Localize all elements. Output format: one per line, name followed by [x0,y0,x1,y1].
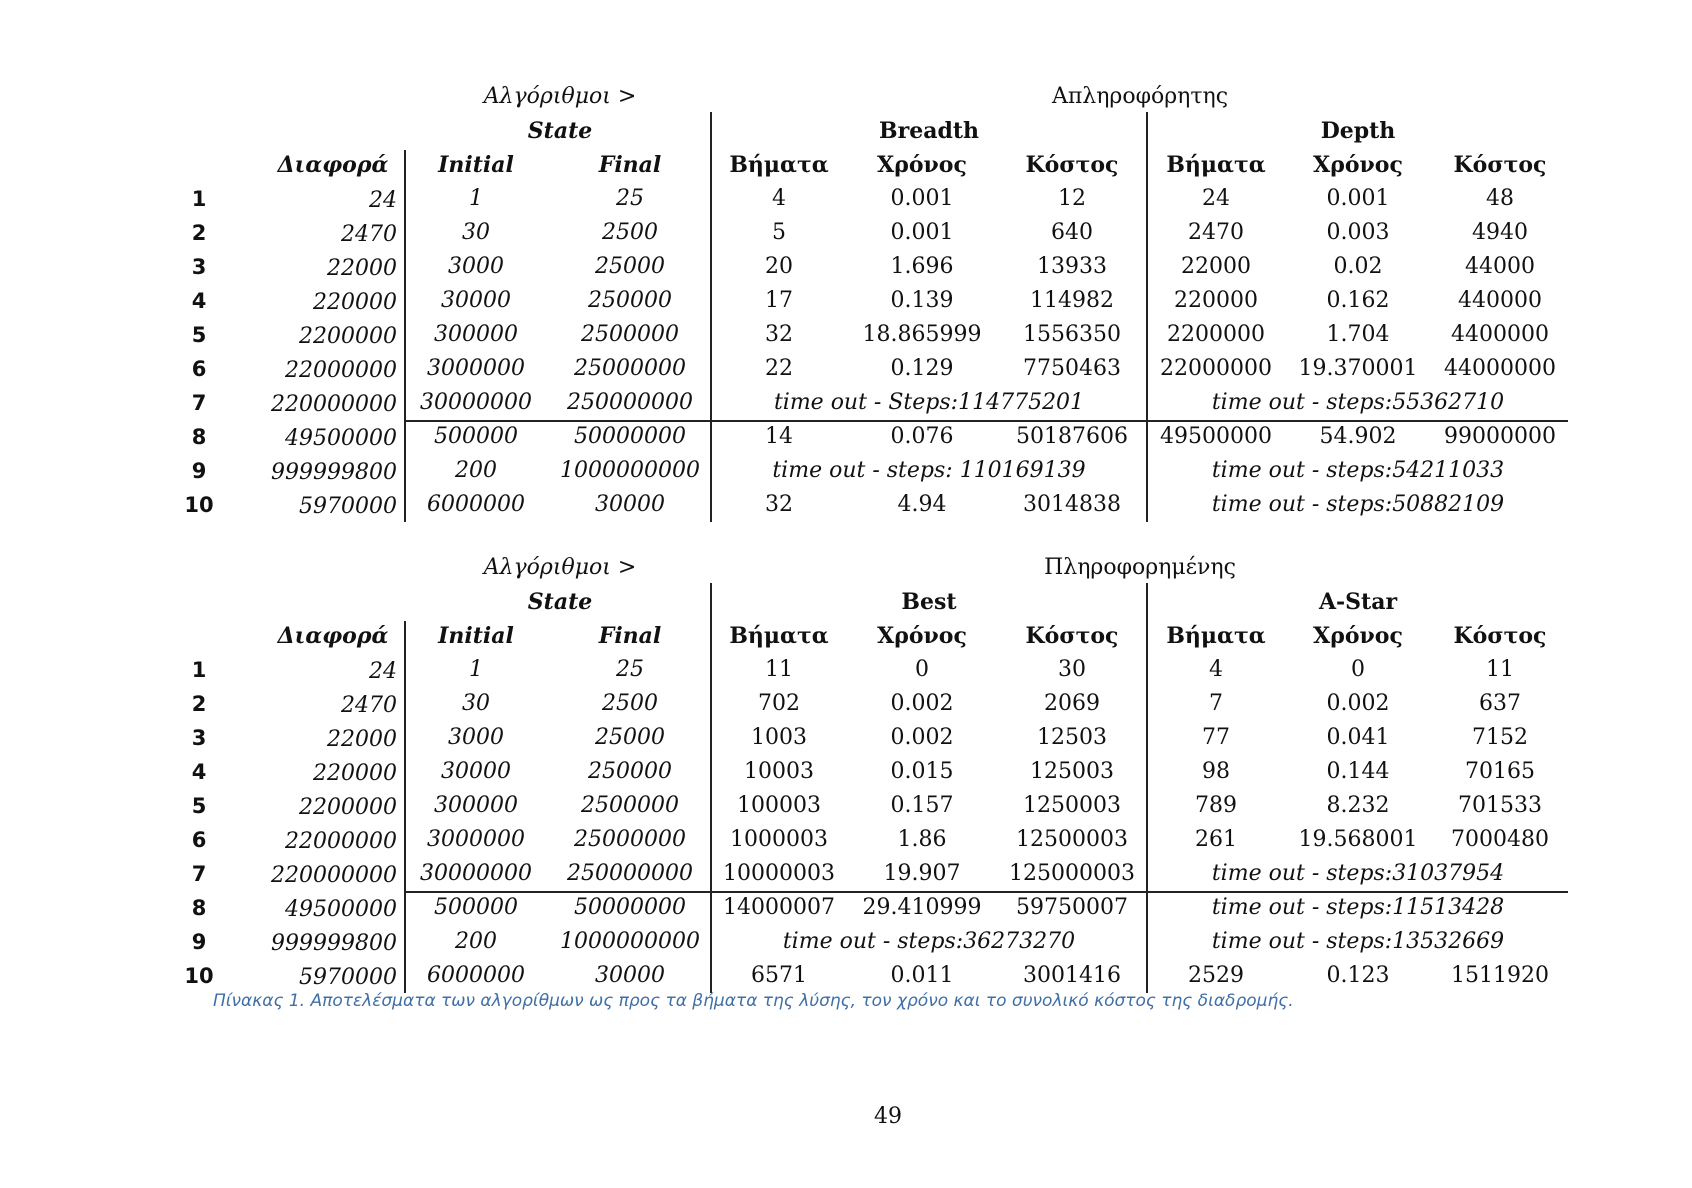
diff-cell: 2470 [341,222,397,247]
divider-right [1146,112,1148,522]
algorithm-1-header: Breadth [879,118,979,144]
row-7-divider [404,420,1568,422]
algo1-cell: 4.94 [897,492,947,517]
initial-header: Initial [438,623,514,649]
diff-cell: 22000000 [285,358,397,383]
algo1-cell: 3001416 [1023,963,1121,988]
algo2-cell: 0.162 [1326,288,1390,313]
algo2-cell: 0.123 [1326,963,1390,988]
algo2-cell: 1511920 [1451,963,1549,988]
algo2-cell: 70165 [1465,759,1535,784]
algo1-cell: 1.696 [890,254,954,279]
diff-cell: 220000000 [271,392,397,417]
state-header: State [527,118,593,144]
algo2-cell: 4400000 [1451,322,1549,347]
sub-header: Κόστος [1453,623,1547,649]
final-cell: 25 [616,186,644,211]
algo1-cell: 14000007 [723,895,835,920]
row-number: 1 [191,658,207,682]
algo1-cell: 6571 [751,963,807,988]
sub-header: Κόστος [1453,152,1547,178]
algo1-cell: 1.86 [897,827,947,852]
row-number: 9 [191,459,207,483]
row-number: 3 [191,726,207,750]
algo2-cell: 44000000 [1444,356,1556,381]
algo2-cell: 99000000 [1444,424,1556,449]
algo1-cell: 59750007 [1016,895,1128,920]
algo1-cell: 125003 [1030,759,1114,784]
sub-header: Χρόνος [1313,152,1403,178]
algo1-cell: 0.002 [890,725,954,750]
initial-cell: 500000 [434,424,518,449]
algo2-cell: 44000 [1465,254,1535,279]
final-cell: 25000 [595,725,665,750]
algo2-cell: 2470 [1188,220,1244,245]
algo1-cell: 5 [772,220,786,245]
algo1-cell: 12503 [1037,725,1107,750]
diff-cell: 220000 [313,290,397,315]
divider-mid [710,112,712,522]
initial-cell: 6000000 [427,492,525,517]
algo2-timeout-cell: time out - steps:13532669 [1211,929,1505,954]
final-cell: 2500 [602,220,658,245]
initial-cell: 30000000 [420,861,532,886]
algo1-cell: 17 [765,288,793,313]
row-number: 4 [191,289,207,313]
diff-header: Διαφορά [277,623,389,649]
algo1-cell: 0.139 [890,288,954,313]
algo1-cell: 19.907 [883,861,961,886]
algo1-cell: 30 [1058,657,1086,682]
algo2-cell: 261 [1195,827,1237,852]
algo1-timeout-cell: time out - Steps:114775201 [773,390,1085,415]
algo1-cell: 0.157 [890,793,954,818]
algo2-cell: 701533 [1458,793,1542,818]
initial-cell: 30 [462,220,490,245]
final-header: Final [598,152,662,178]
table-caption: Πίνακας 1. Αποτελέσματα των αλγορίθμων ως προς τα βήματα της λύσης, τον χρόνο και το συνολικό κόστος της διαδρομής. [213,991,1294,1011]
row-number: 1 [191,187,207,211]
row-number: 5 [191,794,207,818]
initial-cell: 1 [469,657,483,682]
algorithm-2-header: Depth [1320,118,1396,144]
final-cell: 250000000 [567,861,693,886]
algo1-timeout-cell: time out - steps: 110169139 [772,458,1086,483]
final-cell: 25000 [595,254,665,279]
final-cell: 2500000 [581,793,679,818]
algorithm-2-header: A-Star [1318,589,1398,615]
diff-cell: 220000 [313,761,397,786]
row-number: 6 [191,828,207,852]
diff-cell: 2200000 [299,324,397,349]
row-number: 9 [191,930,207,954]
initial-cell: 30000000 [420,390,532,415]
algo2-timeout-cell: time out - steps:31037954 [1211,861,1505,886]
algo1-cell: 0.002 [890,691,954,716]
algo2-cell: 24 [1202,186,1230,211]
diff-cell: 22000 [327,727,397,752]
algo1-cell: 10000003 [723,861,835,886]
category-title: Πληροφορημένης [1044,555,1236,580]
initial-cell: 3000 [448,254,504,279]
algo2-cell: 2529 [1188,963,1244,988]
row-number: 2 [191,221,207,245]
row-number: 2 [191,692,207,716]
algo2-cell: 4940 [1472,220,1528,245]
initial-cell: 6000000 [427,963,525,988]
algo1-cell: 0.001 [890,186,954,211]
algo1-cell: 114982 [1030,288,1114,313]
algo2-cell: 789 [1195,793,1237,818]
algo1-cell: 0.001 [890,220,954,245]
diff-cell: 5970000 [299,494,397,519]
algo2-cell: 0.144 [1326,759,1390,784]
algo2-cell: 22000000 [1160,356,1272,381]
algorithms-label: Αλγόριθμοι > [483,555,637,580]
algo2-timeout-cell: time out - steps:11513428 [1211,895,1505,920]
algorithm-1-header: Best [901,589,957,615]
algo1-cell: 12500003 [1016,827,1128,852]
initial-cell: 300000 [434,793,518,818]
algo2-cell: 49500000 [1160,424,1272,449]
final-cell: 250000000 [567,390,693,415]
final-cell: 250000 [588,288,672,313]
algo2-cell: 7000480 [1451,827,1549,852]
row-number: 10 [184,964,214,988]
algo2-cell: 637 [1479,691,1521,716]
sub-header: Βήματα [1166,623,1266,649]
row-number: 3 [191,255,207,279]
algo2-cell: 2200000 [1167,322,1265,347]
algo1-cell: 7750463 [1023,356,1121,381]
algo1-cell: 11 [765,657,793,682]
algo1-cell: 50187606 [1016,424,1128,449]
row-number: 5 [191,323,207,347]
final-cell: 25000000 [574,356,686,381]
algo1-cell: 4 [772,186,786,211]
page-number: 49 [874,1104,902,1129]
divider-left [404,150,406,522]
algo2-cell: 0.002 [1326,691,1390,716]
final-cell: 1000000000 [560,929,700,954]
sub-header: Χρόνος [877,152,967,178]
algo2-cell: 0.003 [1326,220,1390,245]
algo1-cell: 18.865999 [862,322,982,347]
initial-cell: 3000000 [427,356,525,381]
final-cell: 30000 [595,492,665,517]
algo1-cell: 22 [765,356,793,381]
algo1-cell: 20 [765,254,793,279]
final-cell: 2500000 [581,322,679,347]
algo1-cell: 702 [758,691,800,716]
algo1-cell: 32 [765,492,793,517]
algo2-cell: 11 [1486,657,1514,682]
diff-cell: 5970000 [299,965,397,990]
algo1-cell: 125000003 [1009,861,1135,886]
algo2-cell: 0 [1351,657,1365,682]
algo1-cell: 12 [1058,186,1086,211]
algo1-cell: 0.015 [890,759,954,784]
initial-cell: 30 [462,691,490,716]
algo1-cell: 32 [765,322,793,347]
final-cell: 30000 [595,963,665,988]
diff-cell: 24 [369,659,397,684]
initial-cell: 500000 [434,895,518,920]
diff-cell: 2470 [341,693,397,718]
diff-cell: 24 [369,188,397,213]
sub-header: Βήματα [1166,152,1266,178]
algo1-cell: 0.129 [890,356,954,381]
algo2-cell: 220000 [1174,288,1258,313]
algo1-cell: 0.011 [890,963,954,988]
algo1-cell: 100003 [737,793,821,818]
final-cell: 2500 [602,691,658,716]
algo1-cell: 14 [765,424,793,449]
algo1-cell: 29.410999 [862,895,982,920]
algo2-cell: 1.704 [1326,322,1390,347]
row-number: 7 [191,862,207,886]
state-header: State [527,589,593,615]
diff-cell: 999999800 [271,931,397,956]
divider-mid [710,583,712,993]
algo2-cell: 22000 [1181,254,1251,279]
algo2-cell: 77 [1202,725,1230,750]
algo1-cell: 3014838 [1023,492,1121,517]
algo2-cell: 7 [1209,691,1223,716]
row-number: 4 [191,760,207,784]
algo2-cell: 8.232 [1326,793,1390,818]
final-header: Final [598,623,662,649]
algo2-cell: 0.041 [1326,725,1390,750]
algo2-cell: 7152 [1472,725,1528,750]
sub-header: Βήματα [729,623,829,649]
divider-right [1146,583,1148,993]
algo2-timeout-cell: time out - steps:50882109 [1211,492,1505,517]
algo1-cell: 1250003 [1023,793,1121,818]
sub-header: Χρόνος [877,623,967,649]
algo1-cell: 1556350 [1023,322,1121,347]
diff-cell: 2200000 [299,795,397,820]
diff-cell: 22000000 [285,829,397,854]
algo2-cell: 19.370001 [1298,356,1418,381]
final-cell: 50000000 [574,424,686,449]
final-cell: 25000000 [574,827,686,852]
initial-cell: 30000 [441,288,511,313]
diff-header: Διαφορά [277,152,389,178]
final-cell: 25 [616,657,644,682]
category-title: Απληροφόρητης [1051,84,1229,109]
divider-left [404,621,406,993]
algo2-cell: 98 [1202,759,1230,784]
final-cell: 250000 [588,759,672,784]
initial-cell: 3000 [448,725,504,750]
final-cell: 1000000000 [560,458,700,483]
algo1-cell: 0 [915,657,929,682]
row-number: 7 [191,391,207,415]
algo1-cell: 2069 [1044,691,1100,716]
algo1-cell: 1000003 [730,827,828,852]
algo2-timeout-cell: time out - steps:54211033 [1211,458,1505,483]
sub-header: Χρόνος [1313,623,1403,649]
algo2-cell: 0.02 [1333,254,1383,279]
initial-cell: 30000 [441,759,511,784]
algo2-cell: 54.902 [1319,424,1397,449]
diff-cell: 49500000 [285,897,397,922]
initial-cell: 1 [469,186,483,211]
algo1-cell: 0.076 [890,424,954,449]
row-number: 8 [191,425,207,449]
algo2-cell: 440000 [1458,288,1542,313]
diff-cell: 220000000 [271,863,397,888]
initial-cell: 200 [455,458,497,483]
final-cell: 50000000 [574,895,686,920]
algo1-cell: 1003 [751,725,807,750]
sub-header: Βήματα [729,152,829,178]
algo2-cell: 48 [1486,186,1514,211]
initial-cell: 200 [455,929,497,954]
algo2-cell: 19.568001 [1298,827,1418,852]
algo1-cell: 640 [1051,220,1093,245]
diff-cell: 49500000 [285,426,397,451]
algo2-timeout-cell: time out - steps:55362710 [1211,390,1505,415]
row-number: 6 [191,357,207,381]
algo1-cell: 10003 [744,759,814,784]
diff-cell: 999999800 [271,460,397,485]
row-7-divider [404,891,1568,893]
algo1-cell: 13933 [1037,254,1107,279]
algo1-timeout-cell: time out - steps:36273270 [782,929,1076,954]
algo2-cell: 4 [1209,657,1223,682]
algorithms-label: Αλγόριθμοι > [483,84,637,109]
initial-cell: 300000 [434,322,518,347]
row-number: 8 [191,896,207,920]
initial-header: Initial [438,152,514,178]
algo2-cell: 0.001 [1326,186,1390,211]
initial-cell: 3000000 [427,827,525,852]
sub-header: Κόστος [1025,623,1119,649]
diff-cell: 22000 [327,256,397,281]
sub-header: Κόστος [1025,152,1119,178]
row-number: 10 [184,493,214,517]
